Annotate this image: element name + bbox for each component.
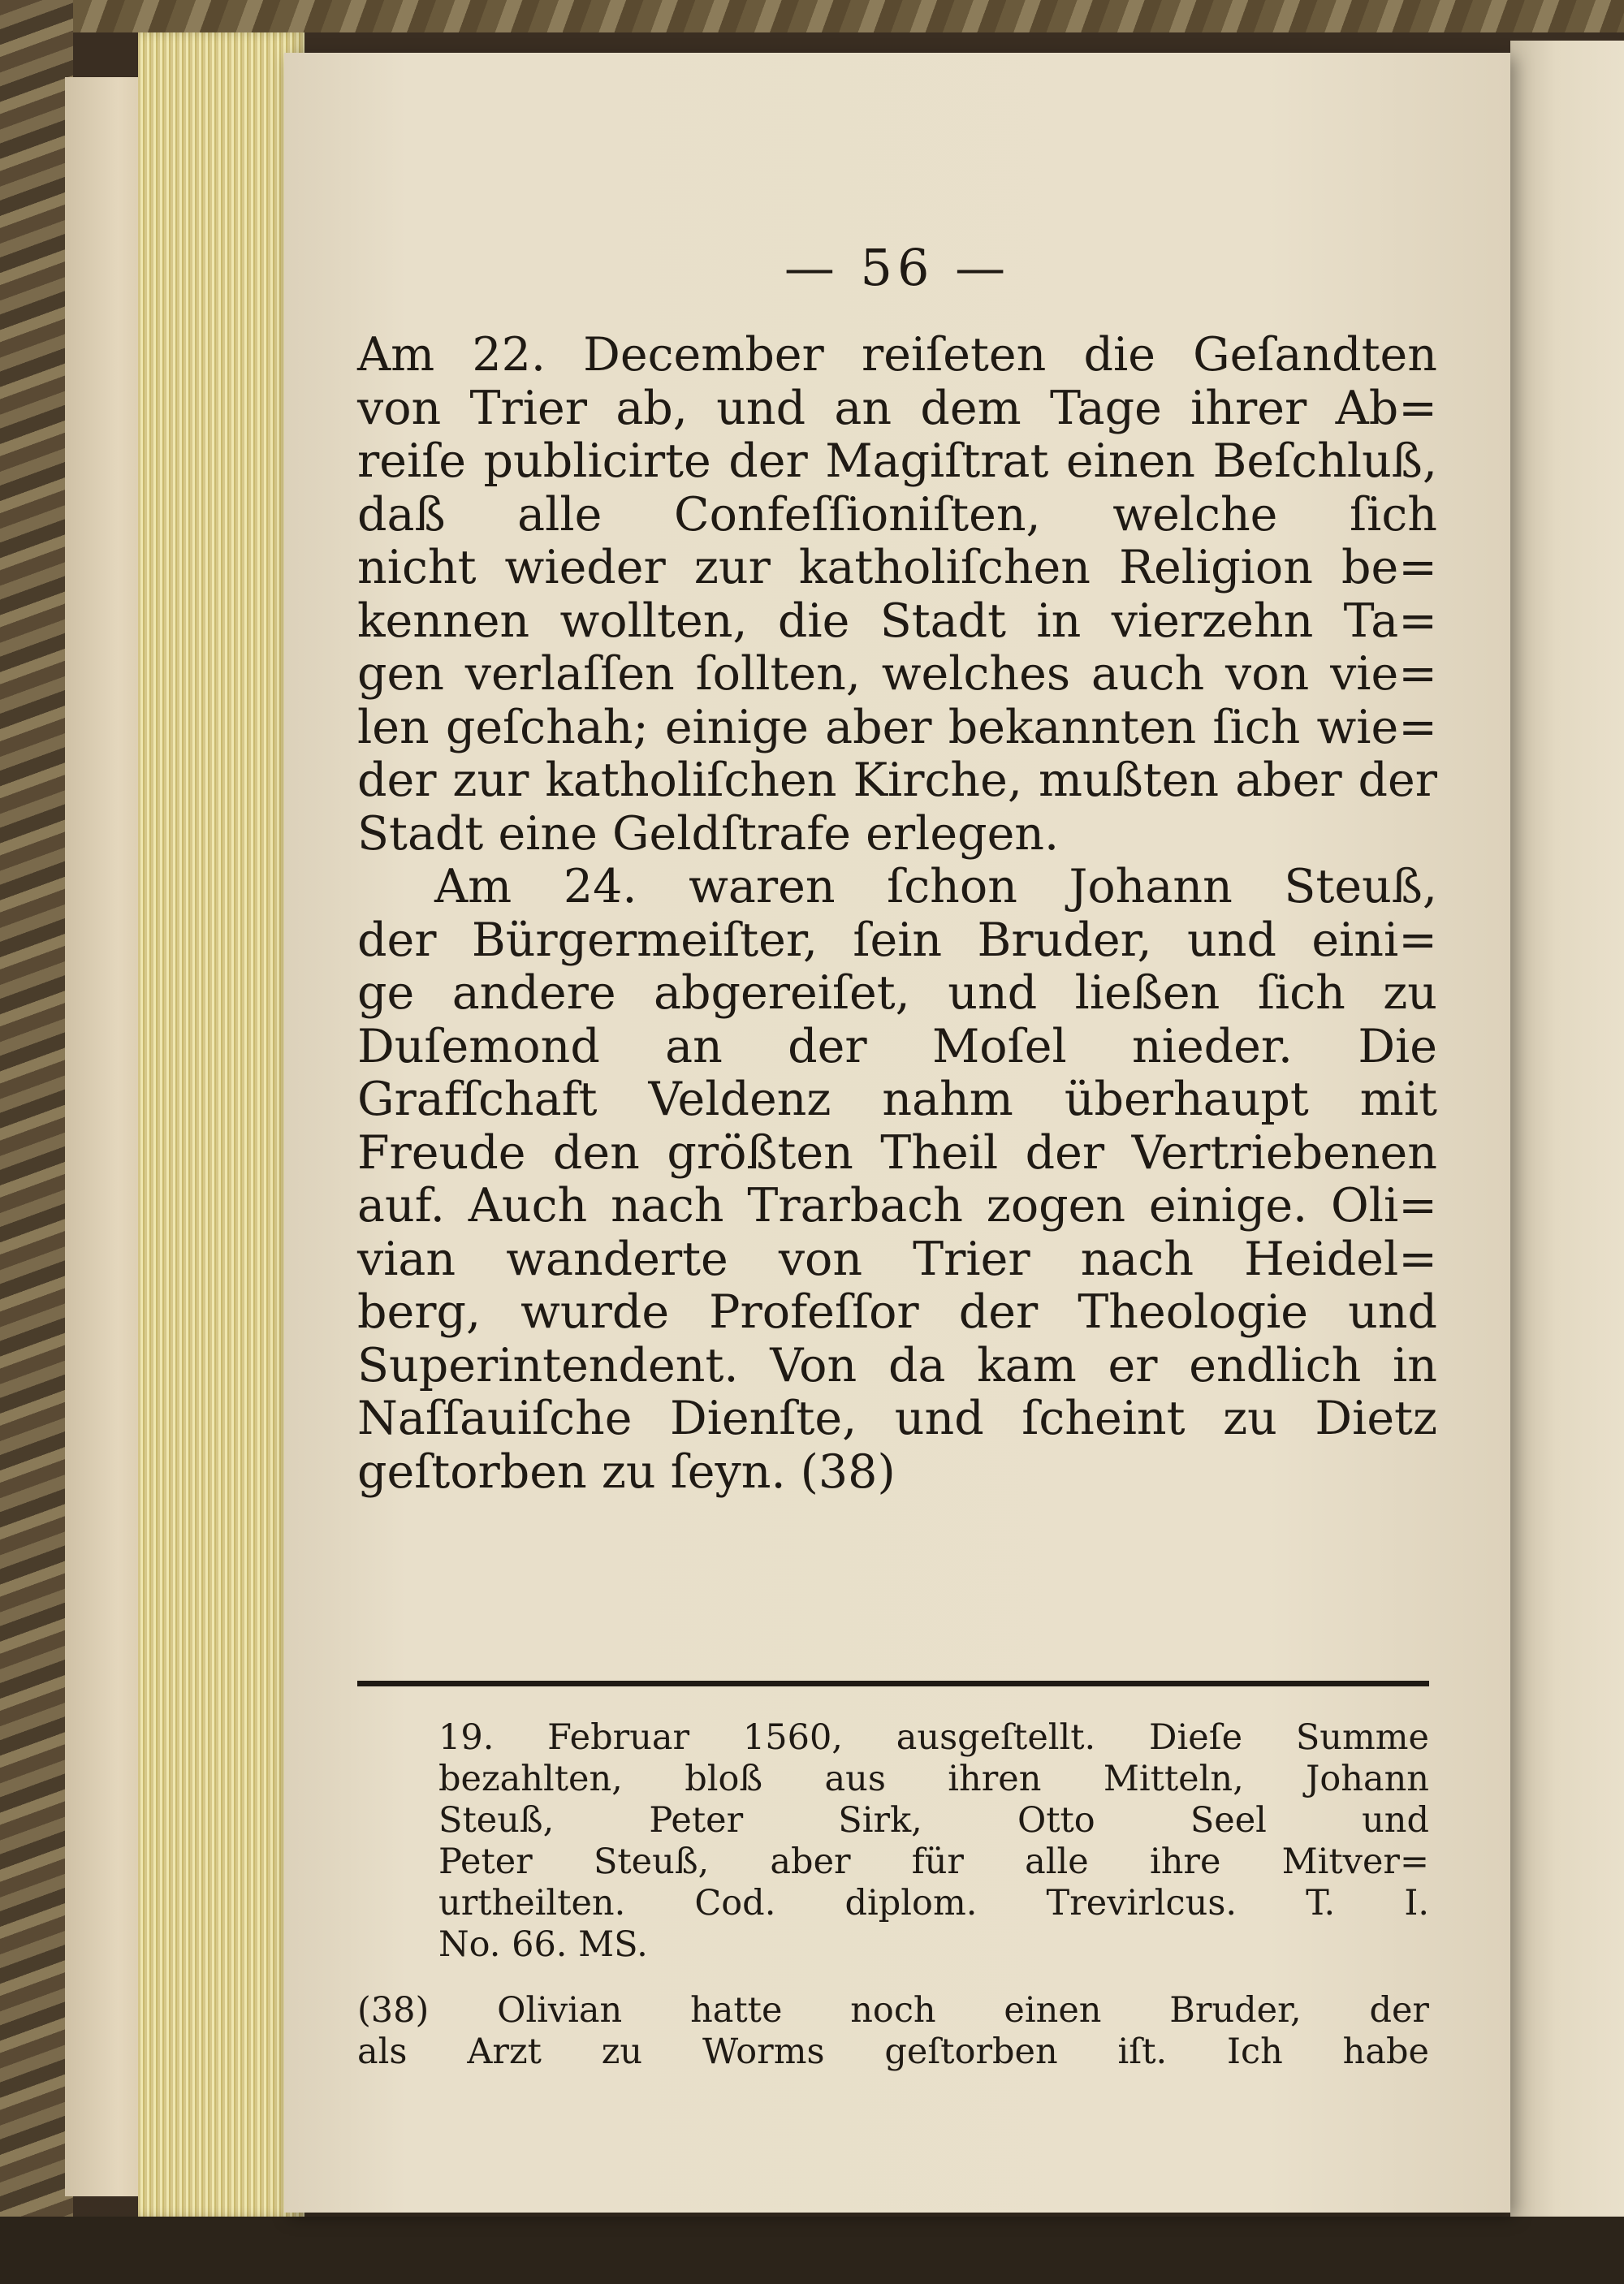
text-line: von Trier ab, und an dem Tage ihrer Ab= [357,381,1437,435]
footnote-line: urtheilten. Cod. diplom. Trevirlcus. T. I. [438,1883,1429,1923]
text-line: Grafſchaft Veldenz nahm überhaupt mit [357,1073,1437,1126]
footnote-line: No. 66. MS. [438,1924,648,1965]
text-line: nicht wieder zur katholiſchen Religion be= [357,541,1437,594]
book-page [284,53,1510,2213]
body-text [357,329,1437,1499]
text-line: Am 24. waren ſchon Johann Steuß, [434,860,1437,913]
marbled-cover-top [73,0,1624,32]
text-line: geſtorben zu ſeyn. (38) [357,1444,896,1499]
paragraph-2 [357,861,1437,1499]
text-line: Superintendent. Von da kam er endlich in [357,1338,1437,1392]
footnote-divider [357,1681,1429,1686]
footnote-line: Peter Steuß, aber für alle ihre Mitver= [438,1841,1429,1882]
paragraph-1 [357,329,1437,861]
footnote-line: als Arzt zu Worms geſtorben iſt. Ich habe [357,2031,1429,2072]
facing-page-right [1510,41,1624,2233]
text-line: berg, wurde Profeſſor der Theologie und [357,1285,1437,1339]
text-line: vian wanderte von Trier nach Heidel= [357,1232,1437,1286]
footnotes [357,1717,1429,2073]
text-line: der Bürgermeiſter, ſein Bruder, und eini= [357,913,1437,967]
text-line: Stadt eine Geldſtrafe erlegen. [357,806,1060,861]
page-edges [138,32,304,2217]
footnote-line: Steuß, Peter Sirk, Otto Seel und [438,1800,1429,1841]
text-line: Freude den größten Theil der Vertriebenen [357,1125,1437,1180]
text-line: len geſchah; einige aber bekannten ſich wie= [357,700,1437,754]
footnote-38 [357,1990,1429,2073]
footnote-line: bezahlten, bloß aus ihren Mitteln, Johann [438,1759,1429,1799]
text-line: Duſemond an der Moſel nieder. Die [357,1019,1437,1073]
text-line: Naſſauiſche Dienſte, und ſcheint zu Dietz [357,1392,1437,1445]
text-line: auf. Auch nach Trarbach zogen einige. Oli= [357,1179,1437,1233]
marbled-cover-left [0,0,73,2284]
footnote-line: (38) Olivian hatte noch einen Bruder, der [357,1990,1429,2031]
text-line: reiſe publicirte der Magiſtrat einen Beſchluß, [357,434,1437,488]
background-surface [0,2217,1624,2284]
footnote-line: 19. Februar 1560, ausgeſtellt. Dieſe Summe [438,1717,1429,1758]
text-line: daß alle Confeſſioniſten, welche ſich [357,487,1437,542]
text-line: kennen wollten, die Stadt in vierzehn Ta= [357,594,1437,648]
text-line: der zur katholiſchen Kirche, mußten aber der [357,753,1437,807]
page-number: — 56 — [784,238,1011,297]
text-line: gen verlaſſen ſollten, welches auch von vie= [357,647,1437,701]
text-line: Am 22. December reiſeten die Geſandten [357,328,1437,382]
footnote-continued [357,1717,1429,1966]
text-line: ge andere abgereiſet, und ließen ſich zu [357,966,1437,1020]
